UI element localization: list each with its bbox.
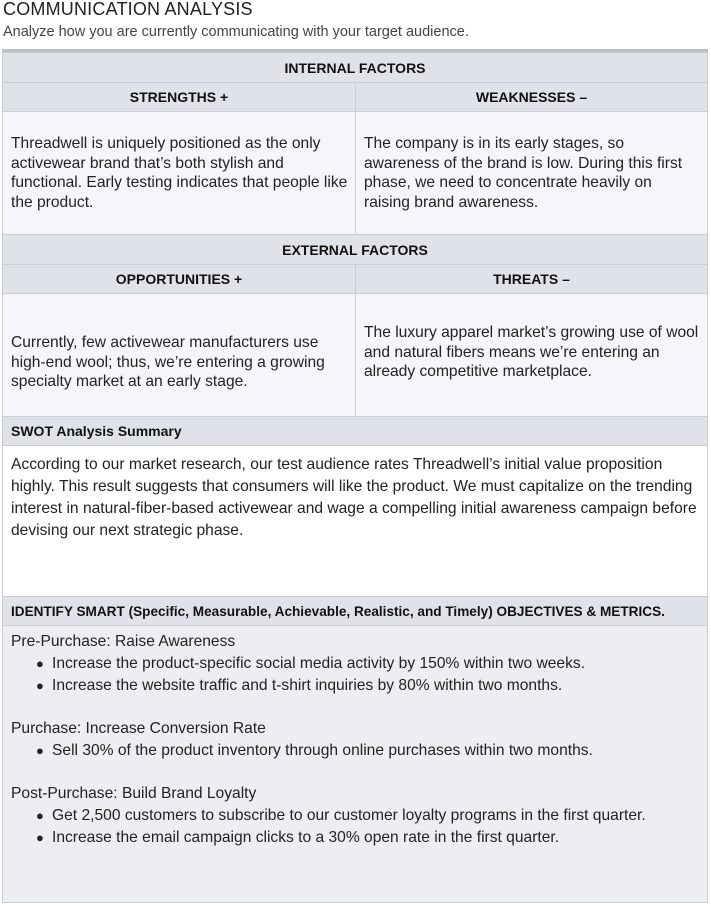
weaknesses-text: The company is in its early stages, so awareness of the brand is low. During this first phase, we need to concentrate heavily on raising brand awareness. xyxy=(364,135,683,211)
objective-group-purchase xyxy=(11,718,699,762)
swot-summary-text: According to our market research, our test audience rates Threadwell’s initial value proposition highly. This result suggests that consumers will like the product. We must capitalize on the trending interest in natural-fiber-based activewear and wage a compelling initial awareness campaign before devising our next strategic phase. xyxy=(11,456,697,539)
strengths-cell xyxy=(2,111,356,235)
objective-list xyxy=(11,740,699,762)
objective-text: Increase the email campaign clicks to a 30% open rate in the first quarter. xyxy=(52,829,560,846)
page-subtitle: Analyze how you are currently communicating with your target audience. xyxy=(3,24,469,40)
threats-header: THREATS – xyxy=(355,264,708,294)
objective-group-title: Post-Purchase: Build Brand Loyalty xyxy=(11,785,257,802)
smart-objectives-box xyxy=(2,625,708,903)
objective-list xyxy=(11,653,699,697)
bullet-icon: ● xyxy=(36,830,44,845)
list-item xyxy=(36,653,699,675)
bullet-icon: ● xyxy=(36,656,44,671)
objective-text: Increase the website traffic and t-shirt inquiries by 80% within two months. xyxy=(52,677,563,694)
weaknesses-cell xyxy=(355,111,708,235)
internal-factors-header: INTERNAL FACTORS xyxy=(2,52,708,83)
smart-objectives-header: IDENTIFY SMART (Specific, Measurable, Achievable, Realistic, and Timely) OBJECTIVES & METRICS. xyxy=(2,596,708,626)
list-item xyxy=(36,740,699,762)
objective-group-title: Pre-Purchase: Raise Awareness xyxy=(11,633,236,650)
opportunities-header: OPPORTUNITIES + xyxy=(2,264,356,294)
list-item xyxy=(36,805,699,827)
objective-text: Get 2,500 customers to subscribe to our customer loyalty programs in the first quarter. xyxy=(52,807,646,824)
objective-text: Increase the product-specific social media activity by 150% within two weeks. xyxy=(52,655,586,672)
external-factors-header: EXTERNAL FACTORS xyxy=(2,234,708,265)
bullet-icon: ● xyxy=(36,743,44,758)
opportunities-text: Currently, few activewear manufacturers use high-end wool; thus, we’re entering a growing specialty market at an early stage. xyxy=(11,333,325,390)
swot-summary-header: SWOT Analysis Summary xyxy=(2,416,708,446)
strengths-header: STRENGTHS + xyxy=(2,82,356,112)
objective-group-title: Purchase: Increase Conversion Rate xyxy=(11,720,266,737)
strengths-text: Threadwell is uniquely positioned as the only activewear brand that’s both stylish and functional. Early testing indicates that people like the product. xyxy=(11,135,348,211)
list-item xyxy=(36,675,699,697)
objective-list xyxy=(11,805,699,849)
weaknesses-header: WEAKNESSES – xyxy=(355,82,708,112)
objective-group-pre-purchase xyxy=(11,631,699,697)
opportunities-cell xyxy=(2,293,356,417)
objective-group-post-purchase xyxy=(11,783,699,849)
threats-cell xyxy=(355,293,708,417)
page-title: COMMUNICATION ANALYSIS xyxy=(3,0,253,19)
objective-text: Sell 30% of the product inventory through online purchases within two months. xyxy=(52,742,593,759)
swot-summary-box xyxy=(2,445,708,597)
list-item xyxy=(36,827,699,849)
bullet-icon: ● xyxy=(36,678,44,693)
threats-text: The luxury apparel market’s growing use of wool and natural fibers means we’re entering an already competitive marketplace. xyxy=(364,323,699,380)
bullet-icon: ● xyxy=(36,808,44,823)
